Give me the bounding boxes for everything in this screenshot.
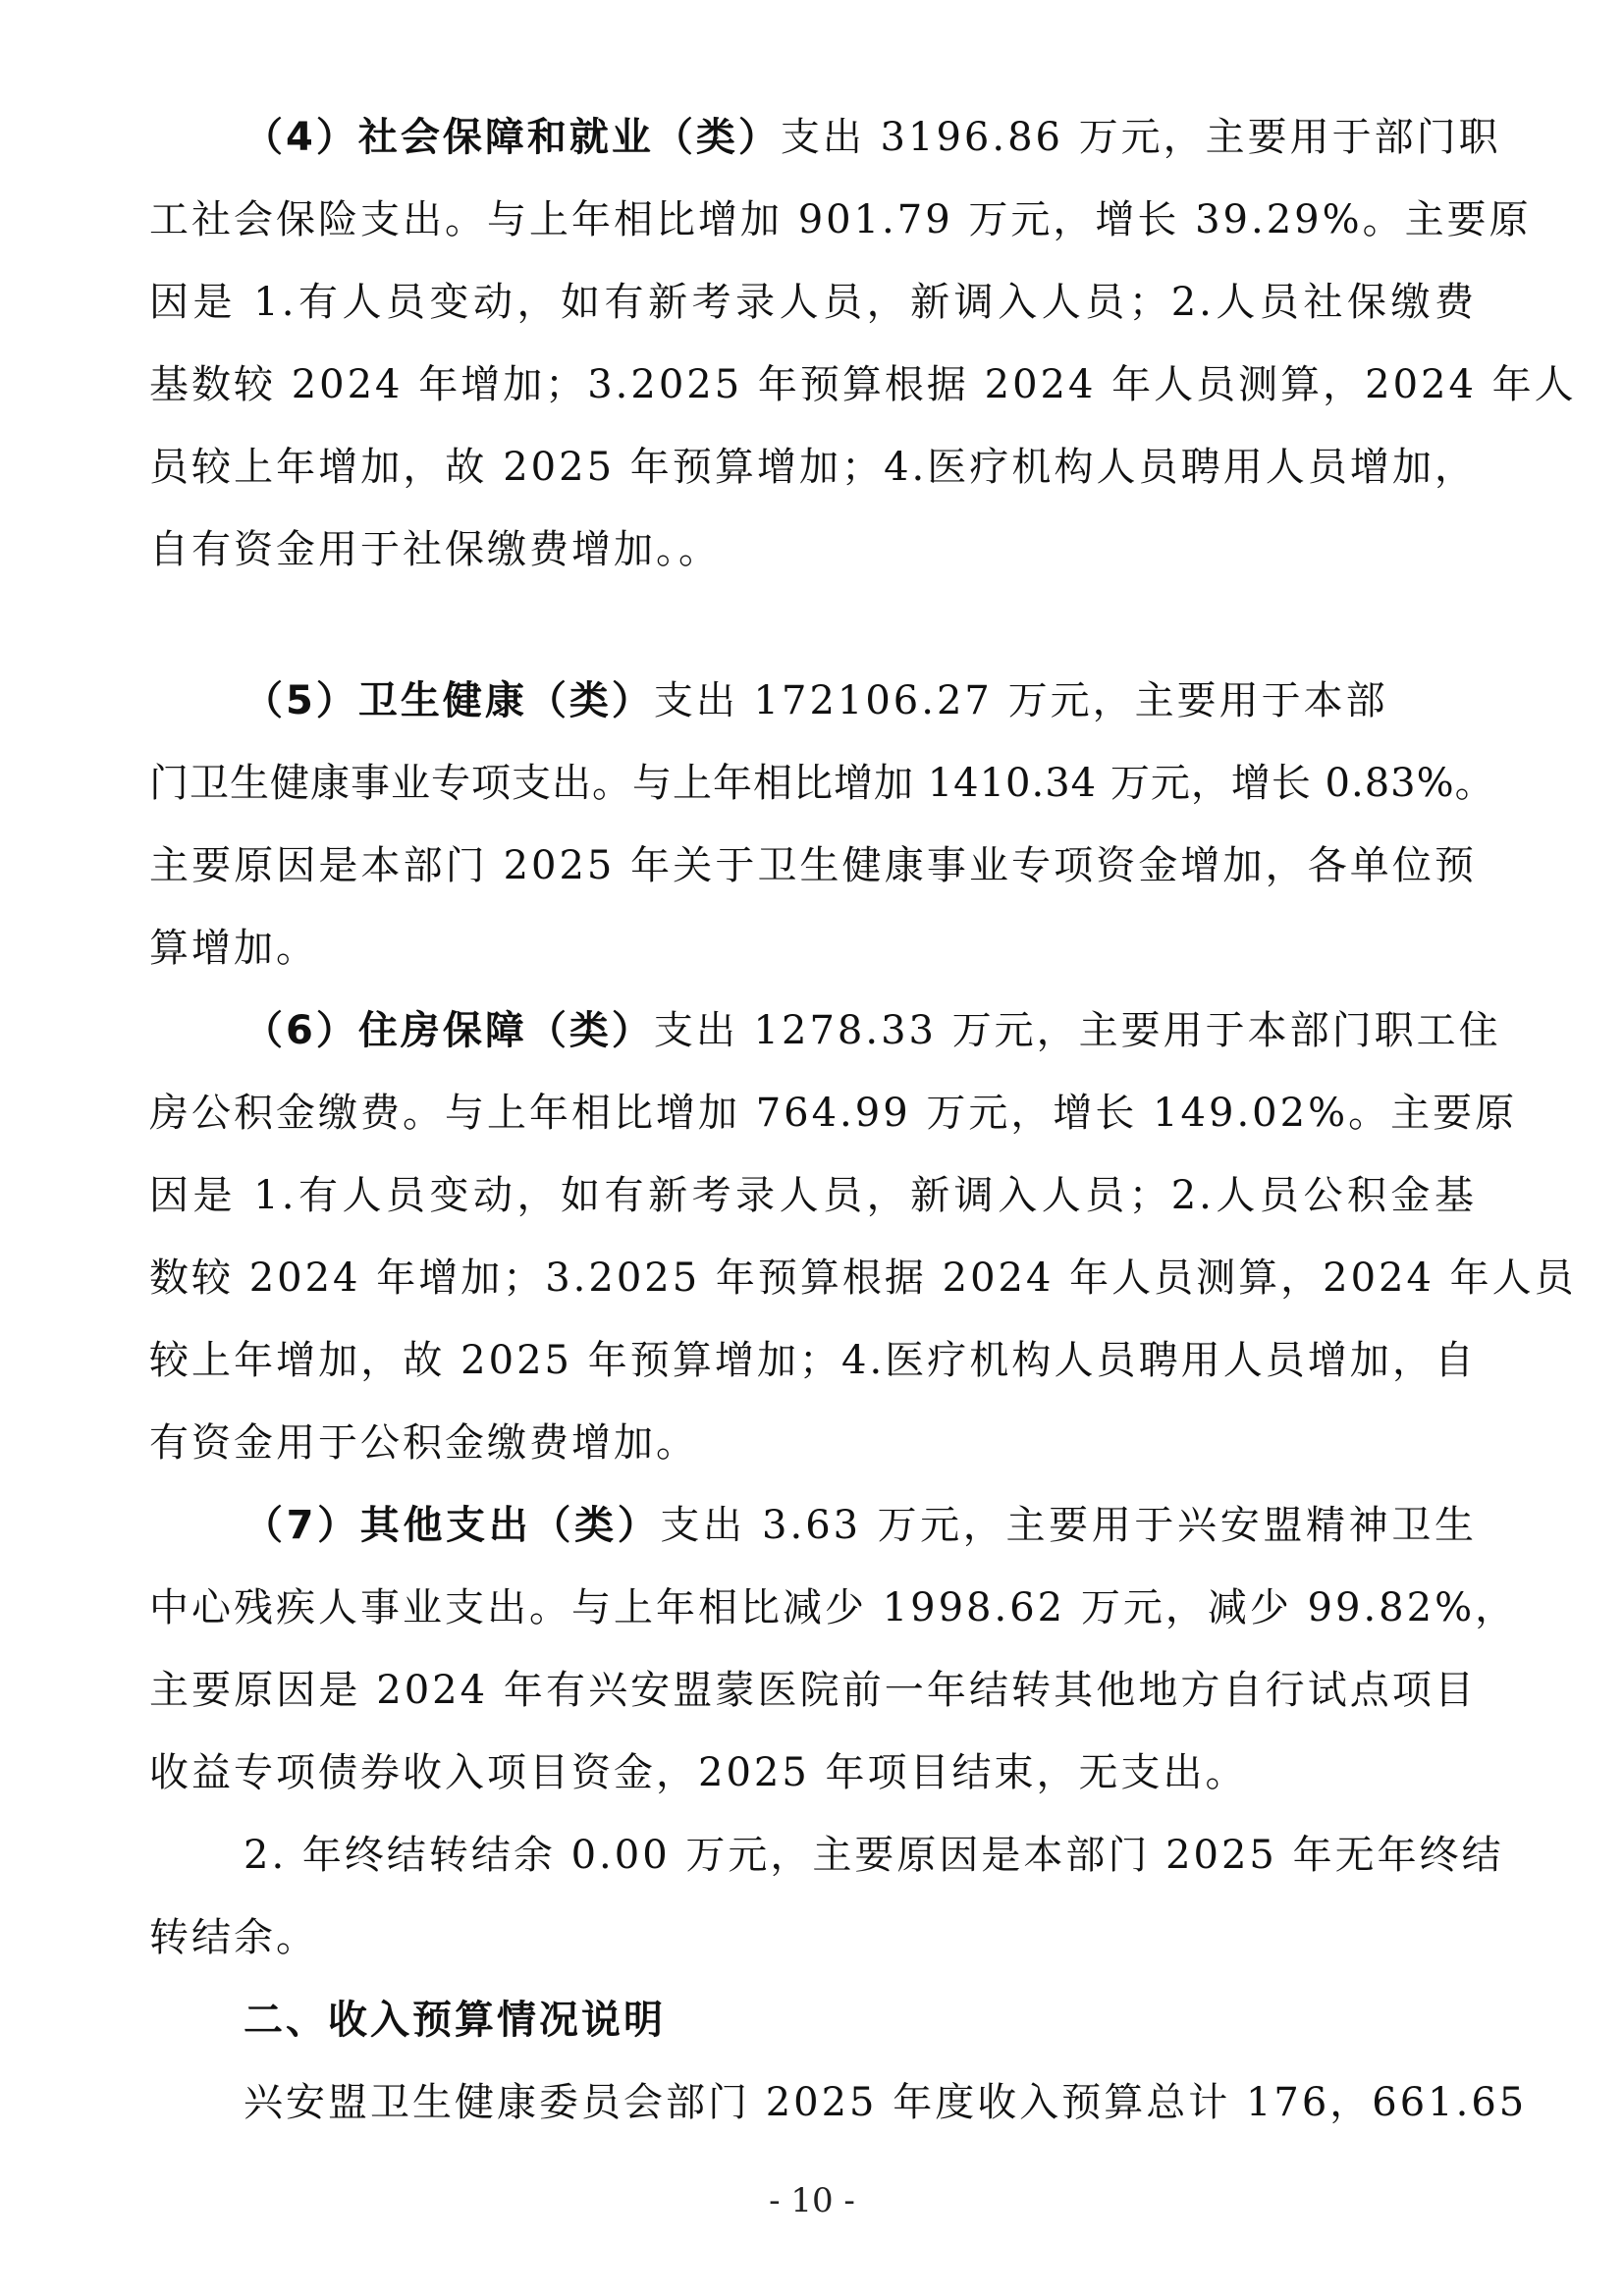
para-7-line-4: 收益专项债券收入项目资金，2025 年项目结束，无支出。 [149,1750,1248,1795]
para-6-line-3: 因是 1.有人员变动，如有新考录人员，新调入人员；2.人员公积金基 [149,1173,1477,1218]
para-6-line-2: 房公积金缴费。与上年相比增加 764.99 万元，增长 149.02%。主要原 [149,1091,1518,1136]
section-heading: 二、收入预算情况说明 [244,1998,666,2043]
para-5-line-2: 门卫生健康事业专项支出。与上年相比增加 1410.34 万元，增长 0.83%。 [149,761,1495,806]
para-5-heading: （5）卫生健康（类） [244,678,654,723]
para-4-line-2: 工社会保险支出。与上年相比增加 901.79 万元，增长 39.29%。主要原 [149,197,1532,242]
para-4-heading: （4）社会保障和就业（类） [244,115,781,160]
para-4-line-5: 员较上年增加，故 2025 年预算增加；4.医疗机构人员聘用人员增加， [149,445,1477,490]
para-5-line-4: 算增加。 [149,926,318,971]
para-4-line-1: （4）社会保障和就业（类）支出 3196.86 万元，主要用于部门职 [244,115,1501,160]
para-7-heading: （7）其他支出（类） [244,1503,661,1548]
para-6-line-4: 数较 2024 年增加；3.2025 年预算根据 2024 年人员测算，2024 年人员 [149,1255,1577,1301]
para-5-line-3: 主要原因是本部门 2025 年关于卫生健康事业专项资金增加，各单位预 [149,843,1477,888]
para-6-line-5: 较上年增加，故 2025 年预算增加；4.医疗机构人员聘用人员增加，自 [149,1338,1477,1383]
para-7-line-2: 中心残疾人事业支出。与上年相比减少 1998.62 万元，减少 99.82%， [149,1585,1518,1630]
para-5-line-1: （5）卫生健康（类）支出 172106.27 万元，主要用于本部 [244,678,1388,723]
para-6-line-6: 有资金用于公积金缴费增加。 [149,1420,698,1466]
para-7-line-3: 主要原因是 2024 年有兴安盟蒙医院前一年结转其他地方自行试点项目 [149,1668,1477,1713]
section-line-1: 兴安盟卫生健康委员会部门 2025 年度收入预算总计 176，661.65 [244,2080,1528,2125]
para-6-heading: （6）住房保障（类） [244,1008,654,1053]
para-7-line-1: （7）其他支出（类）支出 3.63 万元，主要用于兴安盟精神卫生 [244,1503,1477,1548]
para-4-line-6: 自有资金用于社保缴费增加。。 [149,527,721,572]
para-4-line-4: 基数较 2024 年增加；3.2025 年预算根据 2024 年人员测算，2024 年人 [149,362,1577,407]
item-2-line-1: 2. 年终结转结余 0.00 万元，主要原因是本部门 2025 年无年终结 [244,1833,1504,1878]
para-4-line-3: 因是 1.有人员变动，如有新考录人员，新调入人员；2.人员社保缴费 [149,280,1477,325]
para-6-line-1: （6）住房保障（类）支出 1278.33 万元，主要用于本部门职工住 [244,1008,1501,1053]
item-2-line-2: 转结余。 [149,1915,318,1960]
page-number: - 10 - [769,2181,855,2220]
